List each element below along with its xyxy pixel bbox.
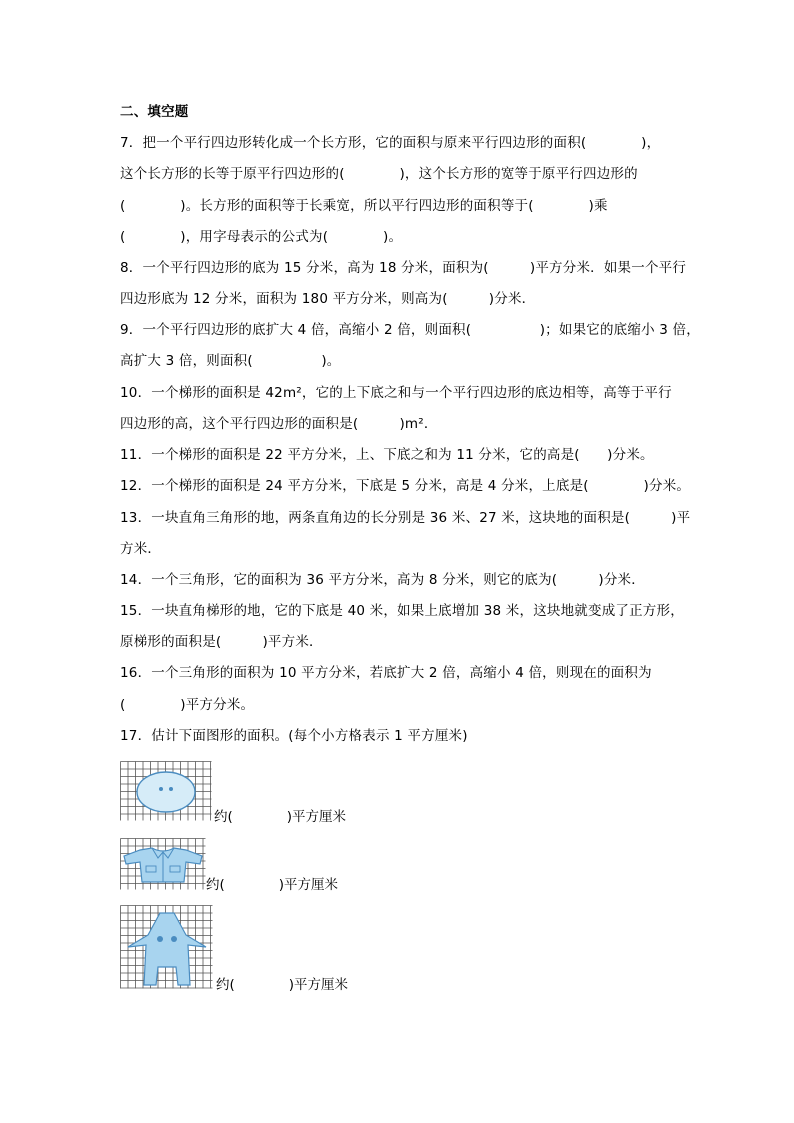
figure-ghost-grid: [120, 905, 213, 989]
q17-line-1: 17．估计下面图形的面积。(每个小方格表示 1 平方厘米): [120, 728, 468, 744]
face-grid-svg: [120, 761, 212, 821]
q11-line-1: 11．一个梯形的面积是 22 平方分米，上、下底之和为 11 分米，它的高是( )分米。: [120, 447, 654, 463]
ghost-left-eye: [157, 936, 163, 942]
ghost-grid-svg: [120, 905, 213, 989]
q10-line-2: 四边形的高，这个平行四边形的面积是( )m²．: [120, 416, 438, 432]
q12-line-1: 12．一个梯形的面积是 24 平方分米，下底是 5 分米，高是 4 分米，上底是( )分米。: [120, 478, 691, 494]
q8-line-1: 8．一个平行四边形的底为 15 分米，高为 18 分米，面积为( )平方分米．如果一个平行: [120, 260, 687, 276]
q10-line-1: 10．一个梯形的面积是 42m²，它的上下底之和与一个平行四边形的底边相等，高等于平行: [120, 385, 672, 401]
ghost-shape: [128, 913, 206, 985]
q13-line-2: 方米．: [120, 541, 162, 557]
jacket-grid-svg: [120, 838, 206, 890]
ellipse-face-shape: [137, 772, 195, 812]
face-right-eye: [169, 787, 173, 791]
q14-line-1: 14．一个三角形，它的面积为 36 平方分米，高为 8 分米，则它的底为( )分米．: [120, 572, 645, 588]
face-left-eye: [159, 787, 163, 791]
ghost-right-eye: [171, 936, 177, 942]
q13-line-1: 13．一块直角三角形的地，两条直角边的长分别是 36 米、27 米，这块地的面积是( )平: [120, 510, 691, 526]
figure-2-answer: 约( )平方厘米: [206, 877, 339, 893]
q15-line-1: 15．一块直角梯形的地，它的下底是 40 米，如果上底增加 38 米，这块地就变成了正方形，: [120, 603, 684, 619]
figure-3-answer: 约( )平方厘米: [216, 977, 349, 993]
section-title: 二、填空题: [120, 104, 189, 120]
q9-line-1: 9．一个平行四边形的底扩大 4 倍，高缩小 2 倍，则面积( )；如果它的底缩小 3 倍，: [120, 322, 700, 338]
q7-line-3: ( )。长方形的面积等于长乘宽，所以平行四边形的面积等于( )乘: [120, 198, 608, 214]
q15-line-2: 原梯形的面积是( )平方米．: [120, 634, 323, 650]
q7-line-1: 7．把一个平行四边形转化成一个长方形，它的面积与原来平行四边形的面积( )，: [120, 135, 661, 151]
figure-face-grid: [120, 761, 212, 821]
figure-jacket-grid: [120, 838, 206, 890]
q8-line-2: 四边形底为 12 分米，面积为 180 平方分米，则高为( )分米．: [120, 291, 536, 307]
figure-1-answer: 约( )平方厘米: [214, 809, 347, 825]
q16-line-2: ( )平方分米。: [120, 697, 255, 713]
q7-line-2: 这个长方形的长等于原平行四边形的( )，这个长方形的宽等于原平行四边形的: [120, 166, 638, 182]
q16-line-1: 16．一个三角形的面积为 10 平方分米，若底扩大 2 倍，高缩小 4 倍，则现在的面积为: [120, 665, 652, 681]
q9-line-2: 高扩大 3 倍，则面积( )。: [120, 353, 341, 369]
q7-line-4: ( )，用字母表示的公式为( )。: [120, 229, 403, 245]
